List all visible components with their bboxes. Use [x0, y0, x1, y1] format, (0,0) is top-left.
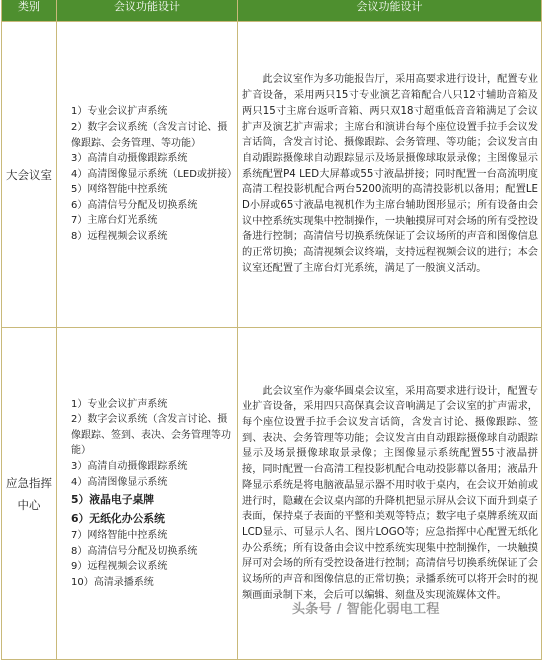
list-item: 1）专业会议扩声系统: [71, 398, 168, 410]
features-cell: [57, 328, 238, 660]
header-function-design-detail: 会议功能设计: [238, 0, 542, 22]
list-item: 8）远程视频会议系统: [71, 231, 168, 243]
list-item: 8）高清信号分配及切换系统: [71, 545, 198, 557]
table-row: [2, 328, 542, 660]
features-cell: [57, 22, 238, 328]
category-cell: 大会议室: [2, 22, 57, 328]
description-text: 此会议室作为豪华圆桌会议室，采用高要求进行设计，配置专业扩音设备，采用四只高保真会议音响满足了会议室的扩声需求，每个座位设置手拉手会议发言话筒，含发言讨论、摄像跟踪、签到、表决、会务管理等功能；会议发言由自动跟踪摄像球自动跟踪显示及场景摄像球取景录像；主图像显示系统配置55寸液晶拼接，同时配置一台高清工程投影机配合电动投影幕以备用；液晶升降显示系统是将电脑液晶显示器不用时收于桌内，在会议开始前或进行时，隐藏在会议桌内部的升降机把显示屏从会议下面升到桌子表面，保持桌子表面的平整和美观等特点；数字电子桌牌系统双面LCD显示、可显示人名、图片LOGO等；应急指挥中心配置无纸化办公系统；所有设备由会议中控系统实现集中控制操作，一块触摸屏可对会场的所有受控设备进行控制；高清信号切换系统保证了会议场所的声音和图像信息的正常切换；录播系统可以将开会时的视频画面录制下来，会后可以编辑、刻盘及实现流媒体文件。: [242, 385, 538, 601]
list-item: 7）主席台灯光系统: [71, 215, 158, 227]
list-item: 3）高清自动摄像跟踪系统: [71, 460, 188, 472]
feature-list: [57, 397, 237, 591]
feature-list: [57, 104, 237, 244]
list-item: 3）高清自动摄像跟踪系统: [71, 153, 188, 165]
header-function-design: 会议功能设计: [57, 0, 238, 22]
list-item: 4）高清图像显示系统: [71, 476, 168, 488]
description-text: 此会议室作为多功能报告厅，采用高要求进行设计，配置专业扩音设备，采用两只15寸专业演艺音箱配合八只12寸辅助音箱及两只15寸主席台返听音箱、两只双18寸超重低音音箱满足了会议扩声及演艺扩声需求；主席台和演讲台每个座位设置手拉手会议发言话筒，含发言讨论、摄像跟踪、会务管理、等功能；会议发言由自动跟踪摄像球自动跟踪显示及场景摄像球取景录像；主图像显示系统配置P4 LED大屏幕或55寸液晶拼接；同时配置一台高流明度高清工程投影机配合两台5200流明的高清投影机以备用；配置LED小屏或65寸液晶电视机作为主席台辅助图形显示；所有设备由会议中控系统实现集中控制操作，一块触摸屏可对会场的所有受控设备进行控制；高清信号切换系统保证了会议场所的声音和图像信息的正常切换；高清视频会议终端，支持远程视频会议的进行；本会议室还配置了主席台灯光系统，满足了一般演义活动。: [242, 74, 538, 274]
list-item: 6）无纸化办公系统: [71, 512, 165, 526]
table-row: [2, 22, 542, 328]
header-category: 类别: [2, 0, 57, 22]
list-item: 2）数字会议系统（含发言讨论、摄像跟踪、签到、表决、会务管理等功能）: [71, 414, 231, 457]
header-row: [2, 0, 542, 22]
category-cell: 应急指挥中心: [2, 328, 57, 660]
list-item: 5）网络智能中控系统: [71, 184, 168, 196]
watermark: 头条号 / 智能化弱电工程: [292, 602, 440, 617]
description-cell: [238, 22, 542, 328]
conference-function-table: [1, 0, 542, 660]
list-item: 6）高清信号分配及切换系统: [71, 199, 198, 211]
list-item: 10）高清录播系统: [71, 576, 154, 588]
list-item: 5）液晶电子桌牌: [71, 493, 155, 507]
list-item: 2）数字会议系统（含发言讨论、摄像跟踪、会务管理、等功能）: [71, 121, 228, 149]
list-item: 1）专业会议扩声系统: [71, 106, 168, 118]
list-item: 4）高清图像显示系统（LED或拼接）: [71, 168, 237, 180]
list-item: 7）网络智能中控系统: [71, 530, 168, 542]
list-item: 9）远程视频会议系统: [71, 561, 168, 573]
